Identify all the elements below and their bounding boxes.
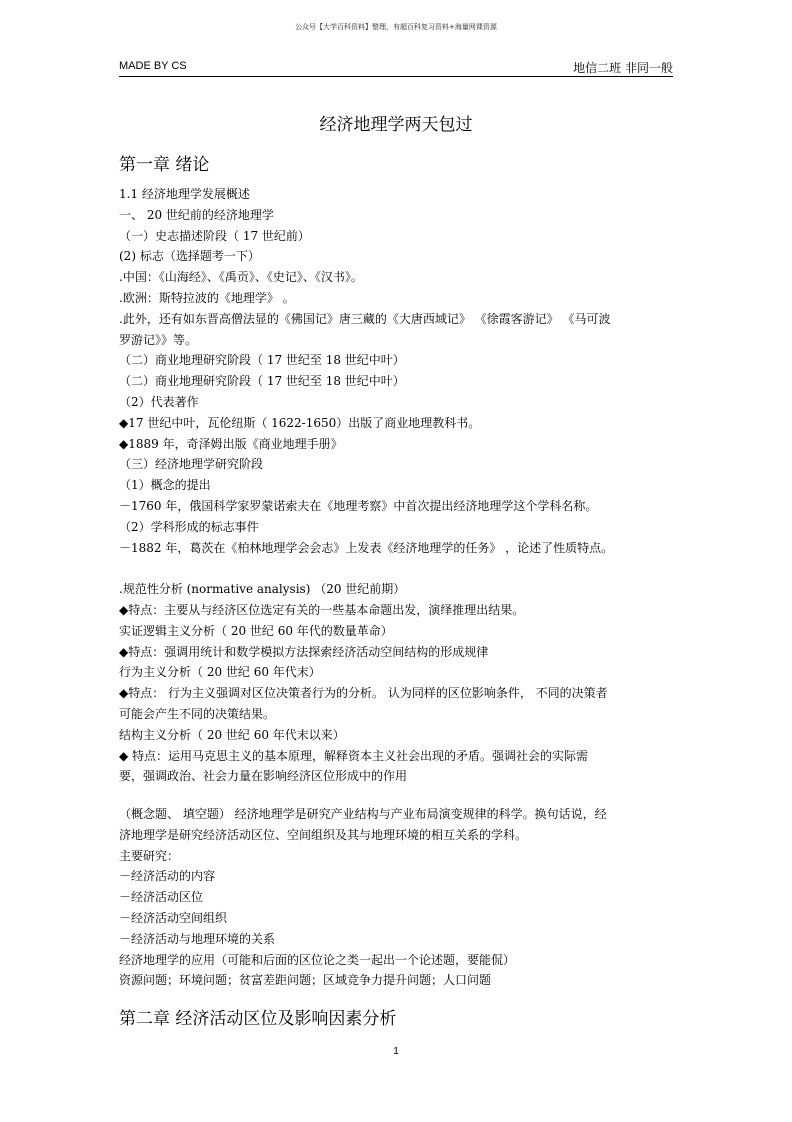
body-line: 1.1 经济地理学发展概述 — [119, 187, 250, 201]
body-line: .此外，还有如东晋高僧法显的《佛国记》唐三藏的《大唐西域记》 《徐霞客游记》 《马可波 — [119, 311, 611, 326]
body-line: 结构主义分析（ 20 世纪 60 年代末以来） — [119, 727, 345, 742]
body-line: 资源问题；环境问题；贫富差距问题；区域竞争力提升问题；人口问题 — [119, 973, 492, 988]
body-line: ◆特点： 行为主义强调对区位决策者行为的分析。 认为同样的区位影响条件， 不同的决策者 — [119, 686, 608, 701]
body-line: 行为主义分析（ 20 世纪 60 年代末） — [119, 665, 321, 680]
top-notice: 公众号【大学百科资料】整理，有超百科复习资料+海量网课资源 — [295, 23, 497, 31]
body-line: （二）商业地理研究阶段（ 17 世纪至 18 世纪中叶） — [119, 374, 405, 389]
blank-line — [119, 558, 679, 579]
body-line: ◆17 世纪中叶，瓦伦纽斯（ 1622-1650）出版了商业地理教科书。 — [119, 415, 481, 430]
page-number: 1 — [393, 1046, 399, 1057]
body-line: 主要研究： — [119, 848, 180, 863]
header-left: MADE BY CS — [119, 60, 187, 72]
body-line: （2）代表著作 — [119, 394, 199, 409]
body-line: .中国：《山海经》、《禹贡》、《史记》、《汉书》。 — [119, 270, 363, 285]
body-line: 要，强调政治、社会力量在影响经济区位形成中的作用 — [119, 769, 408, 784]
body-line: －1882 年，葛茨在《柏林地理学会会志》上发表《经济地理学的任务》 ，论述了性质特点。 — [119, 540, 614, 555]
body-line: 济地理学是研究经济活动区位、空间组织及其与地理环境的相互关系的学科。 — [119, 827, 528, 842]
body-line: －经济活动区位 — [119, 890, 204, 905]
body-line: (2) 标志（选择题考一下） — [119, 249, 260, 264]
document-title: 经济地理学两天包过 — [319, 115, 473, 135]
body-line: 一、 20 世纪前的经济地理学 — [119, 207, 274, 222]
body-line: －经济活动的内容 — [119, 869, 216, 884]
chapter-2-heading: 第二章 经济活动区位及影响因素分析 — [119, 1009, 397, 1029]
header-rule — [119, 76, 673, 77]
body-line: 经济地理学的应用（可能和后面的区位论之类一起出一个论述题，要能侃） — [119, 952, 516, 967]
body-line: －经济活动空间组织 — [119, 910, 228, 925]
header-right: 地信二班 非同一般 — [573, 61, 673, 75]
body-line: （1）概念的提出 — [119, 478, 211, 493]
body-line: （一）史志描述阶段（ 17 世纪前） — [119, 228, 310, 243]
section-1-body — [119, 184, 679, 787]
body-line: （概念题、 填空题） 经济地理学是研究产业结构与产业布局演变规律的科学。换句话说，经 — [119, 807, 607, 821]
body-line: 可能会产生不同的决策结果。 — [119, 706, 276, 721]
body-line: ◆1889 年，奇泽姆出版《商业地理手册》 — [119, 436, 343, 451]
body-line: 罗游记》》等。 — [119, 332, 198, 347]
body-line: －经济活动与地理环境的关系 — [119, 931, 276, 946]
body-line: －1760 年，俄国科学家罗蒙诺索夫在《地理考察》中首次提出经济地理学这个学科名称。 — [119, 498, 598, 513]
body-line: ◆特点：主要从与经济区位选定有关的一些基本命题出发，演绎推理出结果。 — [119, 602, 525, 617]
body-line: （三）经济地理学研究阶段 — [119, 457, 264, 472]
body-line: （二）商业地理研究阶段（ 17 世纪至 18 世纪中叶） — [119, 353, 405, 368]
body-line: ◆特点：强调用统计和数学模拟方法探索经济活动空间结构的形成规律 — [119, 644, 489, 659]
body-line: 实证逻辑主义分析（ 20 世纪 60 年代的数量革命） — [119, 623, 393, 638]
chapter-1-heading: 第一章 绪论 — [119, 155, 210, 175]
section-definition-body — [119, 804, 679, 991]
body-line: .规范性分析 (normative analysis) （20 世纪前期） — [119, 582, 406, 597]
body-line: （2）学科形成的标志事件 — [119, 519, 259, 534]
body-line: ◆ 特点：运用马克思主义的基本原理，解释资本主义社会出现的矛盾。强调社会的实际需 — [119, 748, 589, 763]
body-line: .欧洲：斯特拉波的《地理学》 。 — [119, 290, 295, 305]
